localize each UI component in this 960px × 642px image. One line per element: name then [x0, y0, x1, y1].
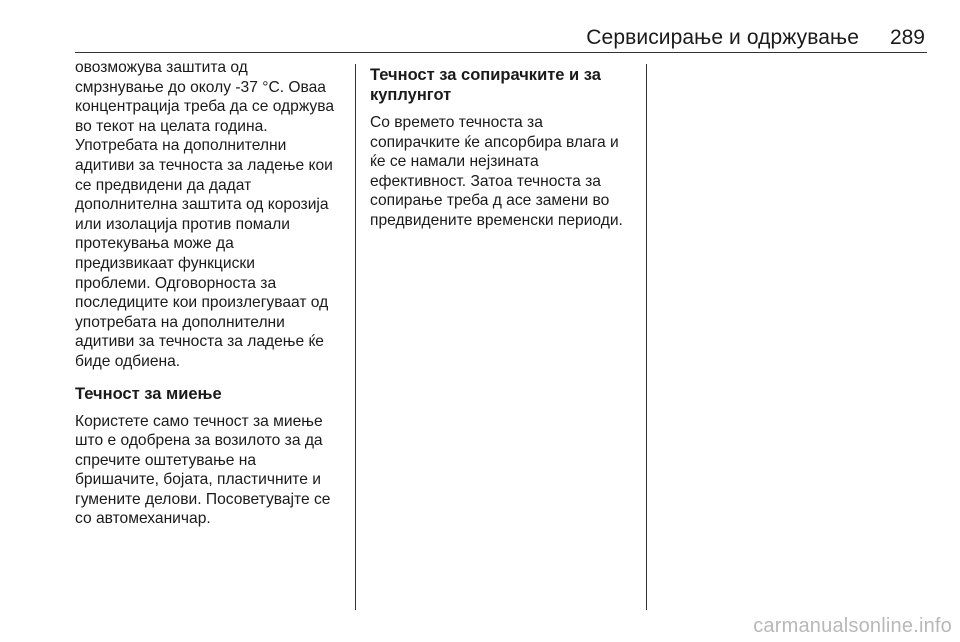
- text-line: спречите оштетување на: [75, 451, 257, 469]
- text-line: Употребата на дополнителни: [75, 137, 287, 155]
- text-line: биде одбиена.: [75, 352, 181, 370]
- heading-line: Течност за сопирачките и за: [370, 66, 601, 84]
- text-line: адитиви за течноста за ладење ќе: [75, 333, 324, 351]
- text-line: сопирачките ќе апсорбира влага и: [370, 133, 619, 151]
- coolant-paragraph: [75, 58, 347, 372]
- page-number: 289: [889, 26, 925, 49]
- text-line: Со времето течноста за: [370, 114, 543, 131]
- text-line: последиците кои произлегуваат од: [75, 294, 329, 312]
- column-divider: [355, 64, 356, 610]
- text-line: овозможува заштита од: [75, 59, 248, 76]
- text-line: смрзнување до околу -37 °C. Оваа: [75, 78, 326, 96]
- text-line: дополнителна заштита од корозија: [75, 196, 329, 214]
- header-title: Сервисирање и одржување: [586, 26, 859, 49]
- text-line: што е одобрена за возилото за да: [75, 432, 323, 450]
- text-line: бришачите, бојата, пластичните и: [75, 471, 321, 489]
- text-line: сопирање треба д асе замени во: [370, 192, 610, 210]
- text-line: Користете само течност за миење: [75, 412, 323, 430]
- text-line: гумените делови. Посоветувајте се: [75, 490, 331, 508]
- text-line: ќе се намали нејзината: [370, 153, 539, 171]
- text-line: предизвикаат функциски: [75, 254, 255, 272]
- text-line: концентрација треба да се одржува: [75, 98, 335, 116]
- text-line: со автомеханичар.: [75, 510, 211, 528]
- brake-fluid-heading: [370, 65, 638, 105]
- text-line: адитиви за течноста за ладење кои: [75, 156, 333, 174]
- footer-watermark[interactable]: carmanualsonline.info: [753, 615, 952, 637]
- heading-line: Течност за миење: [75, 384, 222, 403]
- page-header: [75, 0, 927, 53]
- text-line: ефективност. Затоа течноста за: [370, 172, 601, 190]
- heading-line: куплунгот: [370, 86, 452, 104]
- text-line: во текот на целата година.: [75, 117, 268, 135]
- text-line: протекувања може да: [75, 235, 234, 253]
- text-line: предвидените временски периоди.: [370, 211, 623, 229]
- text-line: или изолација против помали: [75, 215, 290, 233]
- washer-fluid-paragraph: [75, 412, 347, 530]
- brake-fluid-paragraph: [370, 113, 638, 231]
- text-line: се предвидени да дадат: [75, 176, 252, 194]
- washer-fluid-heading: [75, 384, 347, 404]
- column-1: [75, 58, 347, 529]
- column-2: [370, 58, 638, 231]
- column-divider: [646, 64, 647, 610]
- text-line: употребата на дополнителни: [75, 313, 285, 331]
- text-line: проблеми. Одговорноста за: [75, 274, 277, 292]
